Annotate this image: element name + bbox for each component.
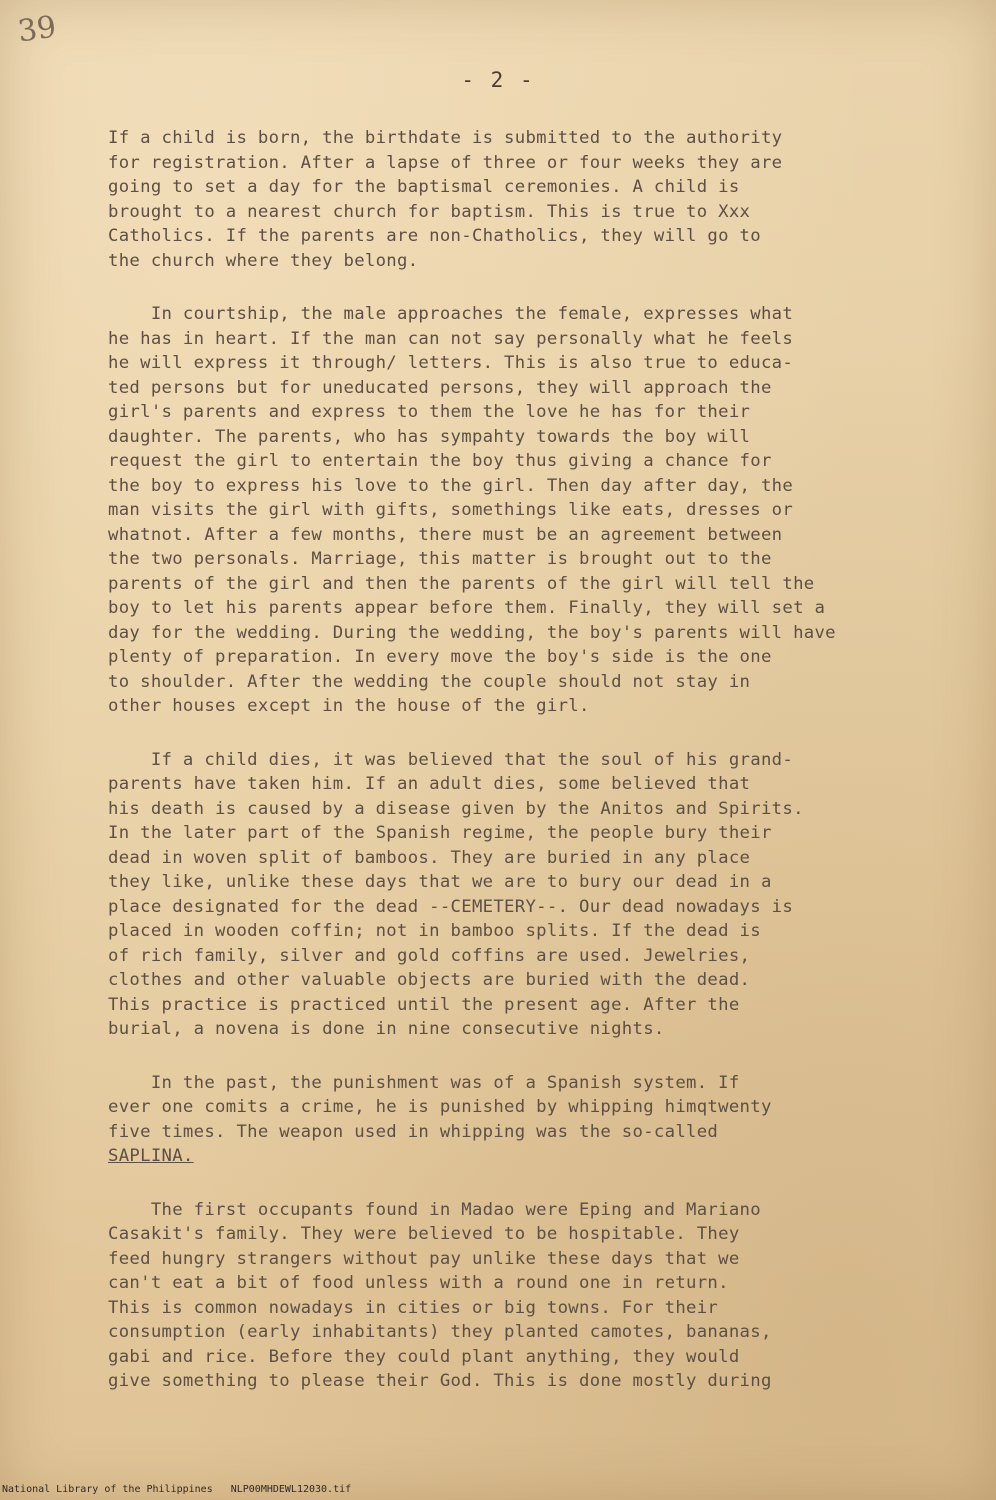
paragraph-punishment — [108, 1071, 968, 1169]
text-line: If a child dies, it was believed that the soul of his grand- — [108, 749, 794, 770]
text-line: whatnot. After a few months, there must be an agreement between — [108, 524, 783, 545]
underlined-term: SAPLINA. — [108, 1146, 194, 1166]
text-line: If a child is born, the birthdate is submitted to the authority — [108, 128, 783, 148]
text-line: ted persons but for uneducated persons, they will approach the — [108, 377, 772, 398]
text-line: consumption (early inhabitants) they planted camotes, bananas, — [108, 1322, 772, 1342]
text-line: brought to a nearest church for baptism. This is true to Xxx — [108, 201, 751, 222]
text-line: request the girl to entertain the boy thus giving a chance for — [108, 451, 772, 471]
paragraph-birth — [108, 126, 968, 273]
text-line: man visits the girl with gifts, somethings like eats, dresses or — [108, 500, 794, 520]
text-line: This is common nowadays in cities or big towns. For their — [108, 1297, 719, 1318]
text-line: the boy to express his love to the girl. Then day after day, the — [108, 475, 794, 496]
text-line: burial, a novena is done in nine consecutive nights. — [108, 1019, 665, 1039]
text-line: Casakit's family. They were believed to be hospitable. They — [108, 1224, 740, 1244]
text-line: daughter. The parents, who has sympahty towards the boy will — [108, 426, 751, 447]
text-line: In the later part of the Spanish regime, the people bury their — [108, 823, 772, 843]
text-line: can't eat a bit of food unless with a round one in return. — [108, 1273, 729, 1293]
text-line: he will express it through/ letters. This is also true to educa- — [108, 353, 794, 373]
text-line: In courtship, the male approaches the female, expresses what — [108, 304, 794, 324]
page-number: - 2 - — [461, 68, 535, 92]
text-line: going to set a day for the baptismal ceremonies. A child is — [108, 177, 740, 197]
text-line: girl's parents and express to them the love he has for their — [108, 402, 751, 422]
text-line: boy to let his parents appear before them. Finally, they will set a — [108, 598, 826, 618]
document-body — [108, 126, 968, 1394]
text-line: day for the wedding. During the wedding, the boy's parents will have — [108, 622, 836, 643]
text-line: parents have taken him. If an adult dies, some believed that — [108, 774, 751, 794]
paragraph-first-occupants — [108, 1198, 968, 1394]
text-line: of rich family, silver and gold coffins are used. Jewelries, — [108, 945, 751, 966]
footer-library: National Library of the Philippines — [2, 1484, 213, 1495]
text-line: In the past, the punishment was of a Spanish system. If — [108, 1072, 740, 1093]
handwritten-page-mark: 39 — [15, 9, 59, 50]
footer-filename: NLP00MHDEWL12030.tif — [230, 1484, 352, 1495]
text-line: his death is caused by a disease given by the Anitos and Spirits. — [108, 798, 804, 819]
text-line: plenty of preparation. In every move the boy's side is the one — [108, 647, 772, 667]
text-line: The first occupants found in Madao were Eping and Mariano — [108, 1199, 761, 1220]
text-line: This practice is practiced until the present age. After the — [108, 994, 740, 1015]
text-line: Catholics. If the parents are non-Chatholics, they will go to — [108, 226, 761, 246]
text-line: the two personals. Marriage, this matter is brought out to the — [108, 549, 772, 569]
text-line: dead in woven split of bamboos. They are buried in any place — [108, 847, 751, 868]
text-line: placed in wooden coffin; not in bamboo splits. If the dead is — [108, 921, 761, 941]
scan-footer — [2, 1483, 369, 1497]
text-line: parents of the girl and then the parents of the girl will tell the — [108, 573, 815, 594]
text-line: place designated for the dead --CEMETERY--. Our dead nowadays is — [108, 896, 794, 917]
text-line: other houses except in the house of the girl. — [108, 696, 590, 716]
paragraph-death — [108, 748, 968, 1042]
text-line: ever one comits a crime, he is punished by whipping himqtwenty — [108, 1097, 772, 1117]
text-line: gabi and rice. Before they could plant anything, they would — [108, 1346, 740, 1367]
text-line: they like, unlike these days that we are to bury our dead in a — [108, 872, 772, 892]
text-line: five times. The weapon used in whipping was the so-called — [108, 1121, 719, 1142]
text-line: feed hungry strangers without pay unlike these days that we — [108, 1248, 740, 1269]
text-line: to shoulder. After the wedding the couple should not stay in — [108, 671, 751, 692]
text-line: for registration. After a lapse of three or four weeks they are — [108, 152, 783, 173]
text-line: he has in heart. If the man can not say personally what he feels — [108, 328, 794, 349]
text-line: the church where they belong. — [108, 250, 419, 271]
text-line: clothes and other valuable objects are buried with the dead. — [108, 970, 751, 990]
text-line: give something to please their God. This is done mostly during — [108, 1371, 772, 1391]
paragraph-courtship — [108, 302, 968, 719]
